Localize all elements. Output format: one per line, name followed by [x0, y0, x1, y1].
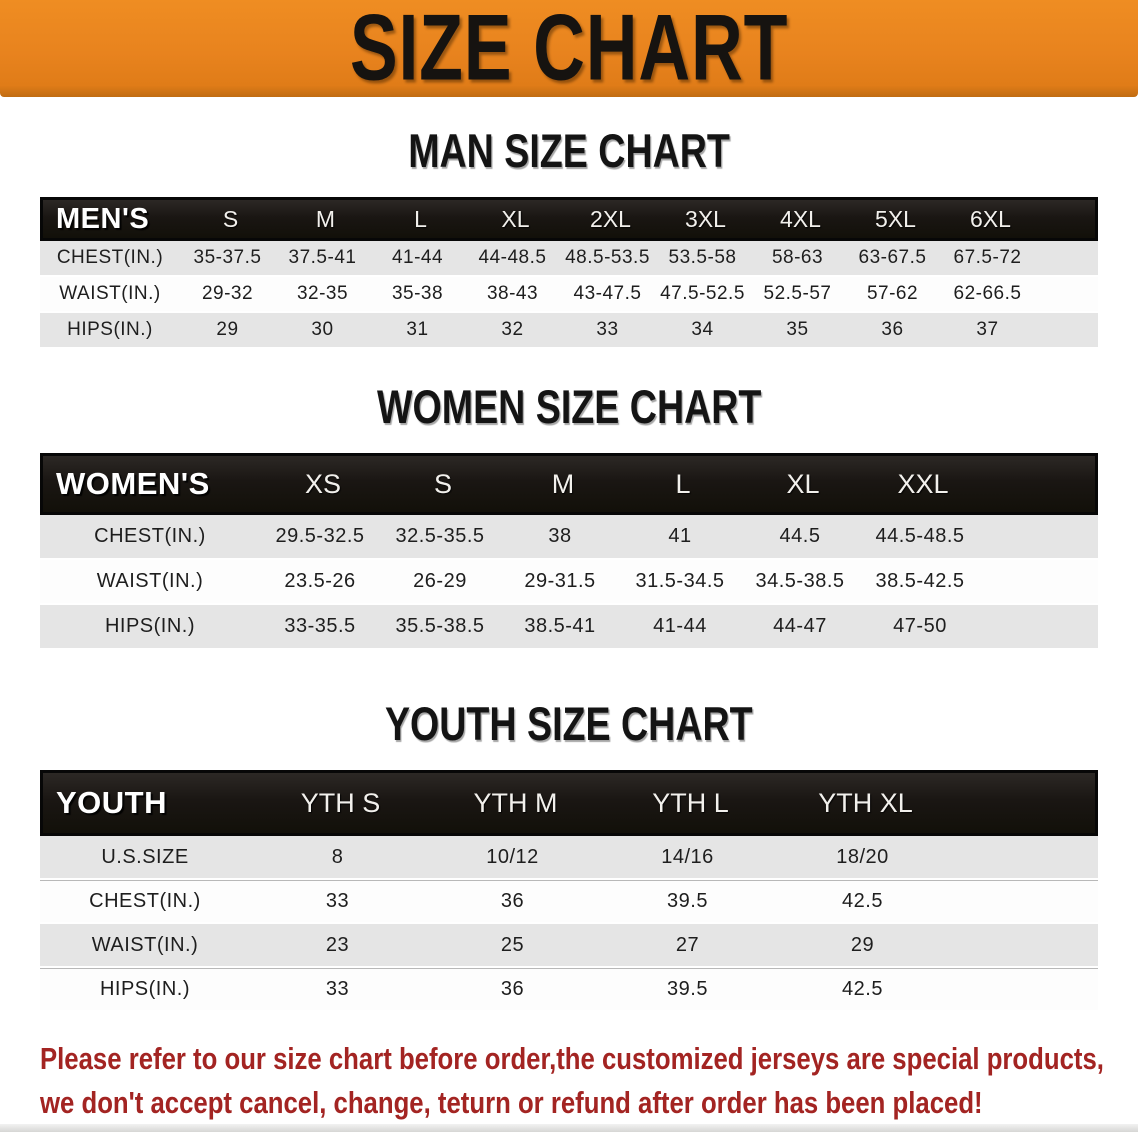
size-value-cell: 26-29 — [413, 570, 467, 593]
table-row — [40, 560, 1098, 605]
size-value-cell: 41-44 — [391, 247, 444, 269]
size-value-cell: 35.5-38.5 — [395, 615, 485, 638]
column-header: M — [315, 205, 336, 232]
size-value-cell: 29.5-32.5 — [275, 525, 365, 548]
size-chart-banner — [0, 0, 1138, 101]
size-value-cell: 39.5 — [667, 890, 708, 913]
youth-section-heading: YOUTH SIZE CHART — [385, 697, 753, 751]
size-value-cell: 44-48.5 — [478, 247, 547, 269]
size-value-cell: 23.5-26 — [284, 570, 356, 593]
table-row — [40, 880, 1098, 924]
row-label: HIPS(IN.) — [67, 319, 153, 341]
size-value-cell: 47-50 — [893, 615, 947, 638]
size-value-cell: 41-44 — [653, 615, 707, 638]
column-header: 6XL — [970, 205, 1011, 232]
size-value-cell: 44.5-48.5 — [875, 525, 965, 548]
row-label: CHEST(IN.) — [89, 890, 201, 913]
youth-table-header — [40, 770, 1098, 836]
size-value-cell: 34.5-38.5 — [755, 570, 845, 593]
women-table-header — [40, 453, 1098, 515]
table-row — [40, 313, 1098, 349]
size-value-cell: 35-38 — [391, 283, 444, 305]
size-value-cell: 42.5 — [842, 978, 883, 1001]
size-value-cell: 33-35.5 — [284, 615, 356, 638]
column-header: S — [222, 205, 239, 232]
table-row — [40, 968, 1098, 1012]
column-header: 4XL — [780, 205, 821, 232]
disclaimer-line-1: Please refer to our size chart before order,the customized jerseys are special products, — [40, 1041, 1104, 1077]
size-value-cell: 38.5-41 — [524, 615, 596, 638]
size-value-cell: 10/12 — [486, 845, 539, 868]
youth-header-label: YOUTH — [56, 785, 167, 821]
size-value-cell: 8 — [331, 845, 344, 868]
size-value-cell: 39.5 — [667, 978, 708, 1001]
men-section-heading: MAN SIZE CHART — [408, 124, 730, 177]
size-value-cell: 48.5-53.5 — [565, 247, 650, 269]
size-value-cell: 63-67.5 — [858, 247, 927, 269]
men-header-label: MEN'S — [56, 202, 150, 235]
disclaimer-text — [40, 1037, 1138, 1125]
size-value-cell: 29-31.5 — [524, 570, 596, 593]
size-value-cell: 32.5-35.5 — [395, 525, 485, 548]
size-value-cell: 35-37.5 — [193, 247, 262, 269]
youth-size-chart-section — [0, 697, 1138, 1012]
row-label: U.S.SIZE — [101, 845, 189, 868]
size-value-cell: 25 — [500, 933, 525, 956]
column-header: YTH XL — [818, 787, 913, 818]
size-value-cell: 32-35 — [296, 283, 349, 305]
table-row — [40, 241, 1098, 277]
row-label: CHEST(IN.) — [56, 247, 164, 269]
column-header: 2XL — [590, 205, 631, 232]
men-heading-wrap — [0, 124, 1138, 178]
size-value-cell: 31 — [406, 319, 429, 341]
size-value-cell: 32 — [501, 319, 524, 341]
table-row — [40, 515, 1098, 560]
size-value-cell: 58-63 — [771, 247, 824, 269]
column-header: L — [414, 205, 427, 232]
men-table-header — [40, 197, 1098, 241]
men-size-table — [40, 197, 1098, 349]
size-value-cell: 27 — [675, 933, 700, 956]
size-value-cell: 33 — [596, 319, 619, 341]
row-label: HIPS(IN.) — [104, 615, 196, 638]
column-header: L — [675, 468, 691, 499]
column-header: XL — [501, 205, 530, 232]
size-value-cell: 57-62 — [866, 283, 919, 305]
size-value-cell: 35 — [786, 319, 809, 341]
row-label: CHEST(IN.) — [94, 525, 206, 548]
row-label: WAIST(IN.) — [91, 933, 199, 956]
size-value-cell: 62-66.5 — [953, 283, 1022, 305]
size-value-cell: 29 — [216, 319, 239, 341]
size-value-cell: 31.5-34.5 — [635, 570, 725, 593]
size-value-cell: 33 — [325, 890, 350, 913]
size-value-cell: 36 — [881, 319, 904, 341]
table-row — [40, 605, 1098, 650]
column-header: XXL — [897, 468, 949, 499]
banner-title: SIZE CHART — [349, 0, 789, 101]
men-size-chart-section — [0, 124, 1138, 349]
column-header: YTH M — [473, 787, 558, 818]
column-header: XL — [786, 468, 820, 499]
size-value-cell: 41 — [668, 525, 692, 548]
size-value-cell: 29-32 — [201, 283, 254, 305]
size-value-cell: 36 — [500, 890, 525, 913]
size-value-cell: 47.5-52.5 — [660, 283, 745, 305]
size-value-cell: 37 — [976, 319, 999, 341]
row-label: WAIST(IN.) — [59, 283, 161, 305]
size-value-cell: 44-47 — [773, 615, 827, 638]
size-value-cell: 37.5-41 — [288, 247, 357, 269]
size-value-cell: 38-43 — [486, 283, 539, 305]
column-header: S — [433, 468, 452, 499]
size-value-cell: 33 — [325, 978, 350, 1001]
bottom-edge-strip — [0, 1124, 1138, 1132]
column-header: YTH S — [300, 787, 381, 818]
size-value-cell: 23 — [325, 933, 350, 956]
disclaimer-line-2: we don't accept cancel, change, teturn or refund after order has been placed! — [40, 1085, 983, 1121]
size-value-cell: 43-47.5 — [573, 283, 642, 305]
size-value-cell: 67.5-72 — [953, 247, 1022, 269]
size-value-cell: 14/16 — [661, 845, 714, 868]
size-value-cell: 30 — [311, 319, 334, 341]
table-row — [40, 277, 1098, 313]
table-row — [40, 836, 1098, 880]
size-value-cell: 18/20 — [836, 845, 889, 868]
column-header: 5XL — [875, 205, 916, 232]
row-label: WAIST(IN.) — [96, 570, 204, 593]
row-label: HIPS(IN.) — [99, 978, 191, 1001]
column-header: XS — [304, 468, 342, 499]
size-value-cell: 53.5-58 — [668, 247, 737, 269]
size-value-cell: 36 — [500, 978, 525, 1001]
women-size-table — [40, 453, 1098, 650]
size-value-cell: 38.5-42.5 — [875, 570, 965, 593]
column-header: M — [551, 468, 575, 499]
women-header-label: WOMEN'S — [56, 466, 210, 502]
size-value-cell: 44.5 — [779, 525, 821, 548]
women-size-chart-section — [0, 380, 1138, 650]
table-row — [40, 924, 1098, 968]
women-section-heading: WOMEN SIZE CHART — [376, 380, 762, 434]
size-value-cell: 52.5-57 — [763, 283, 832, 305]
size-value-cell: 29 — [850, 933, 875, 956]
size-value-cell: 34 — [691, 319, 714, 341]
youth-heading-wrap — [0, 697, 1138, 751]
column-header: YTH L — [652, 787, 729, 818]
youth-size-table — [40, 770, 1098, 1012]
size-value-cell: 38 — [548, 525, 572, 548]
column-header: 3XL — [685, 205, 726, 232]
women-heading-wrap — [0, 380, 1138, 434]
size-value-cell: 42.5 — [842, 890, 883, 913]
